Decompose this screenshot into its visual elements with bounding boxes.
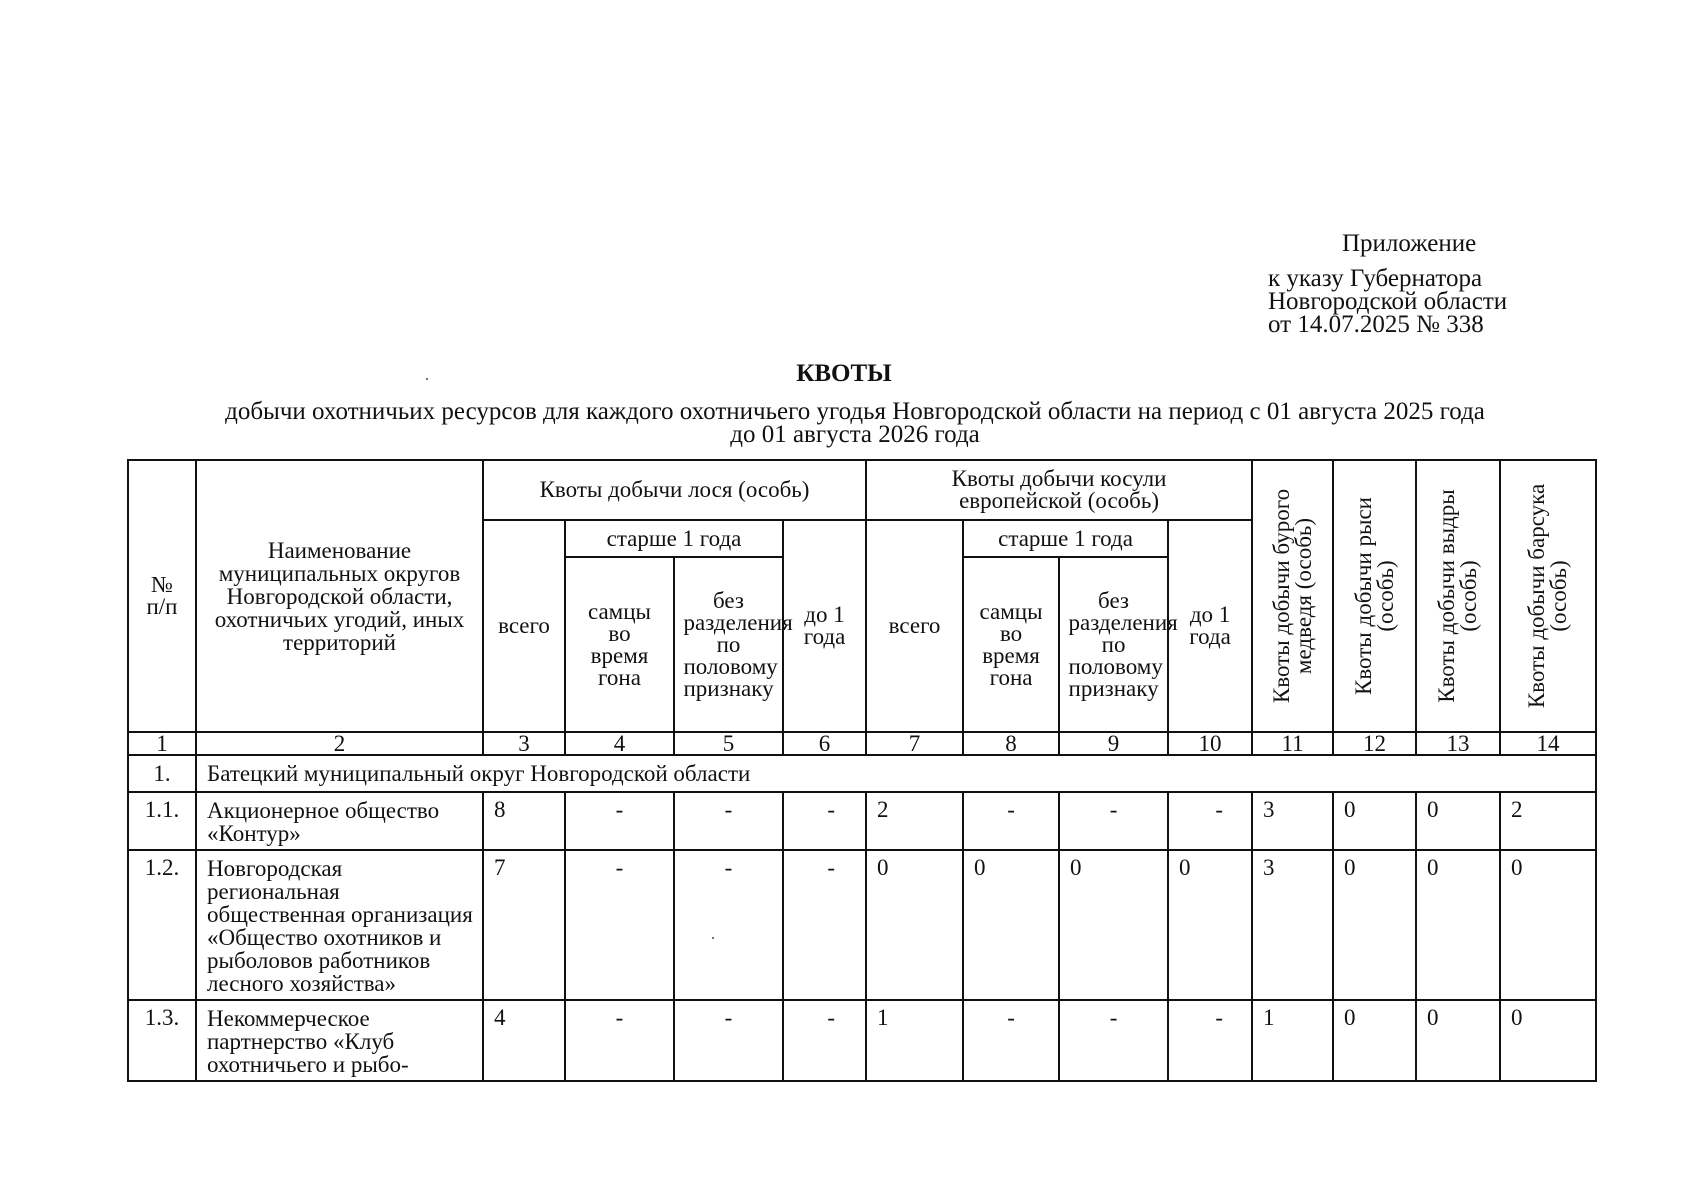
appendix-line-1: к указу Губернатора: [1268, 265, 1483, 292]
column-number: 3: [483, 732, 565, 755]
column-number: 2: [196, 732, 483, 755]
column-number: 10: [1168, 732, 1252, 755]
column-number: 4: [565, 732, 674, 755]
header-otter: Квоты добычи выдры (особь): [1416, 460, 1500, 732]
org-name: Некоммерческое партнерство «Клуб охотничьего и рыбо-: [196, 1000, 483, 1081]
header-roe-nosex: без разделения по половому признаку: [1059, 557, 1168, 732]
table-row: [128, 792, 1596, 850]
column-number: 12: [1333, 732, 1416, 755]
value-cell: -: [1059, 1000, 1168, 1081]
value-cell: -: [783, 850, 866, 1000]
value-cell: 0: [963, 850, 1059, 1000]
value-cell: -: [1168, 792, 1252, 850]
header-lynx: Квоты добычи рыси (особь): [1333, 460, 1416, 732]
value-cell: -: [783, 1000, 866, 1081]
header-moose: Квоты добычи лося (особь): [483, 460, 866, 520]
table-row: [128, 1000, 1596, 1081]
header-moose-total: всего: [483, 520, 565, 732]
quota-table: [127, 459, 1597, 1082]
column-number: 1: [128, 732, 196, 755]
value-cell: 3: [1252, 850, 1333, 1000]
value-cell: 3: [1252, 792, 1333, 850]
appendix-title: Приложение: [1342, 230, 1477, 257]
value-cell: 4: [483, 1000, 565, 1081]
value-cell: -: [1168, 1000, 1252, 1081]
value-cell: -: [565, 1000, 674, 1081]
value-cell: 0: [1416, 792, 1500, 850]
district-row: [128, 755, 1596, 792]
header-roe-older: старше 1 года: [963, 520, 1168, 557]
value-cell: 2: [866, 792, 963, 850]
value-cell: 0: [1500, 1000, 1596, 1081]
header-moose-older: старше 1 года: [565, 520, 783, 557]
header-roe: Квоты добычи косули европейской (особь): [866, 460, 1252, 520]
column-number: 5: [674, 732, 783, 755]
value-cell: 0: [1333, 1000, 1416, 1081]
row-num: 1.2.: [128, 850, 196, 1000]
value-cell: 7: [483, 850, 565, 1000]
header-moose-under1: до 1 года: [783, 520, 866, 732]
header-badger: Квоты добычи барсука (особь): [1500, 460, 1596, 732]
value-cell: 0: [866, 850, 963, 1000]
header-name: Наименование муниципальных округов Новгородской области, охотничьих угодий, иных территорий: [196, 460, 483, 732]
value-cell: 0: [1416, 850, 1500, 1000]
value-cell: 1: [866, 1000, 963, 1081]
value-cell: -: [963, 792, 1059, 850]
header-num: № п/п: [128, 460, 196, 732]
table-row: [128, 850, 1596, 1000]
header-roe-total: всего: [866, 520, 963, 732]
column-number: 13: [1416, 732, 1500, 755]
value-cell: -: [674, 1000, 783, 1081]
document-title: КВОТЫ: [796, 360, 892, 387]
org-name: Акционерное общество «Контур»: [196, 792, 483, 850]
district-name: Батецкий муниципальный округ Новгородской области: [196, 755, 1596, 792]
appendix-block: [1268, 232, 1568, 336]
value-cell: -: [963, 1000, 1059, 1081]
value-cell: 2: [1500, 792, 1596, 850]
row-num: 1.3.: [128, 1000, 196, 1081]
district-num: 1.: [128, 755, 196, 792]
subtitle-line-1: добычи охотничьих ресурсов для каждого охотничьего угодья Новгородской области на период с 01 августа 2025 года: [225, 398, 1485, 425]
header-moose-males: самцы во время гона: [565, 557, 674, 732]
column-number: 14: [1500, 732, 1596, 755]
value-cell: -: [674, 792, 783, 850]
value-cell: 0: [1168, 850, 1252, 1000]
appendix-line-2: Новгородской области: [1268, 288, 1508, 315]
column-number: 11: [1252, 732, 1333, 755]
value-cell: 0: [1500, 850, 1596, 1000]
org-name: Новгородская региональная общественная организация «Общество охотников и рыболовов работников лесного хозяйства»: [196, 850, 483, 1000]
column-number-row: [128, 732, 1596, 755]
value-cell: -: [565, 850, 674, 1000]
header-roe-males: самцы во время гона: [963, 557, 1059, 732]
value-cell: 0: [1333, 792, 1416, 850]
header-bear: Квоты добычи бурого медведя (особь): [1252, 460, 1333, 732]
header-moose-nosex: без разделения по половому признаку: [674, 557, 783, 732]
document-subtitle: [165, 400, 1545, 446]
value-cell: 8: [483, 792, 565, 850]
value-cell: -: [783, 792, 866, 850]
header-roe-under1: до 1 года: [1168, 520, 1252, 732]
column-number: 9: [1059, 732, 1168, 755]
value-cell: 0: [1059, 850, 1168, 1000]
column-number: 7: [866, 732, 963, 755]
subtitle-line-2: до 01 августа 2026 года: [730, 421, 980, 448]
column-number: 8: [963, 732, 1059, 755]
value-cell: 0: [1416, 1000, 1500, 1081]
value-cell: -: [674, 850, 783, 1000]
value-cell: 0: [1333, 850, 1416, 1000]
value-cell: -: [565, 792, 674, 850]
value-cell: 1: [1252, 1000, 1333, 1081]
header-row-1: [128, 460, 1596, 520]
appendix-line-3: от 14.07.2025 № 338: [1268, 311, 1484, 338]
column-number: 6: [783, 732, 866, 755]
row-num: 1.1.: [128, 792, 196, 850]
value-cell: -: [1059, 792, 1168, 850]
